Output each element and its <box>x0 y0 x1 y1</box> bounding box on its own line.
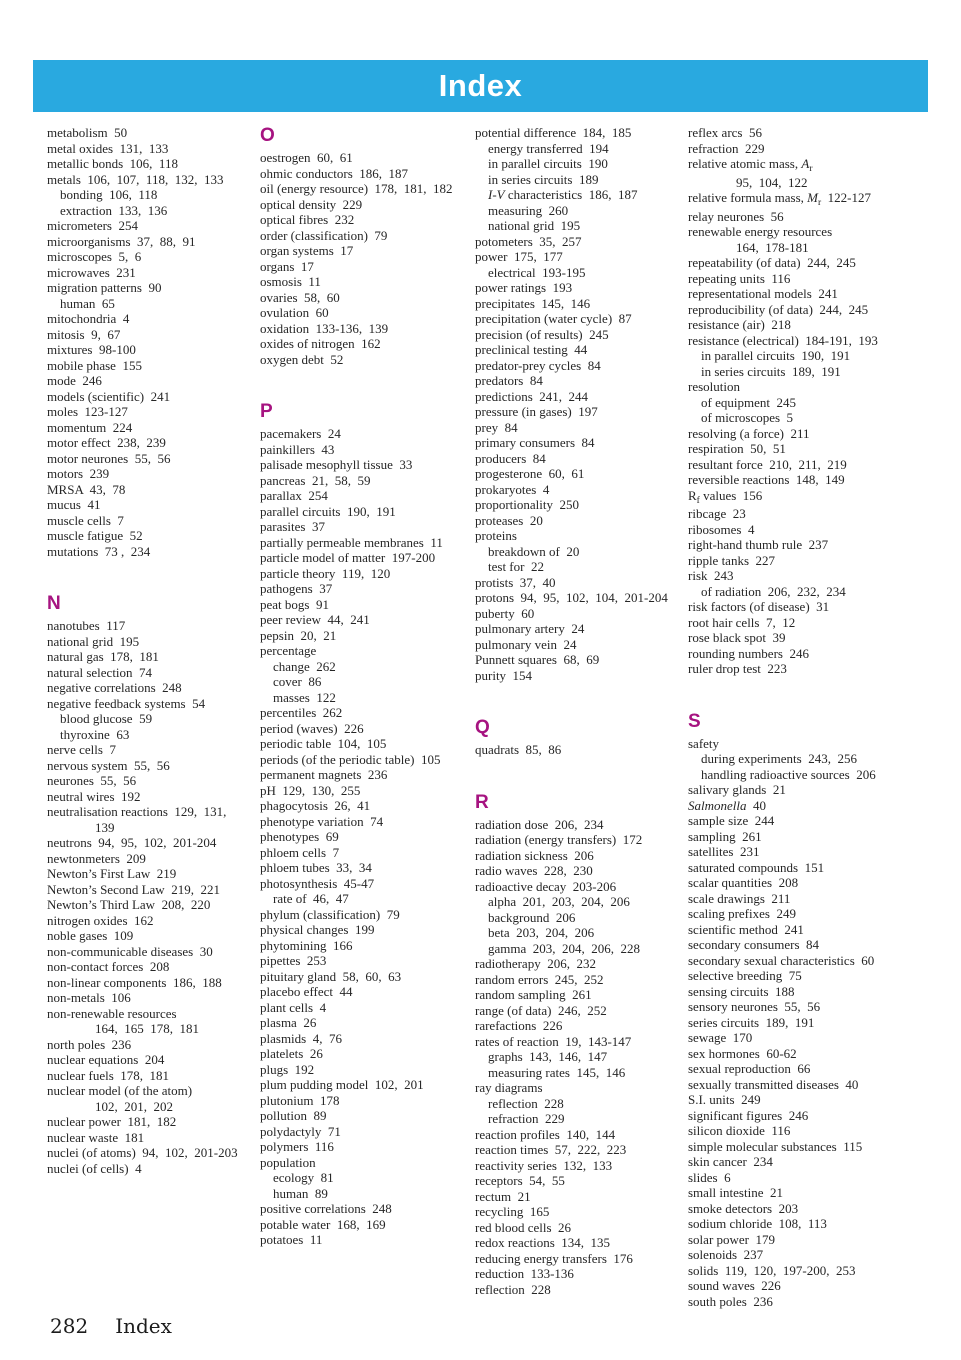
index-entry: non-contact forces 208 <box>47 959 170 974</box>
index-entry: metal oxides 131, 133 <box>47 140 169 156</box>
index-entry: alpha 201, 203, 204, 206 <box>488 894 630 909</box>
index-entry: nerve cells 7 <box>47 742 116 757</box>
index-entry: palisade mesophyll tissue 33 <box>260 457 413 472</box>
index-entry: Salmonella 40 <box>688 797 766 813</box>
index-entry: sex hormones 60-62 <box>688 1045 797 1061</box>
index-entry: protists 37, 40 <box>475 574 556 590</box>
index-entry: small intestine 21 <box>688 1185 783 1200</box>
index-entry: of equipment 245 <box>701 394 796 410</box>
index-entry: non-renewable resources <box>47 1005 177 1021</box>
index-entry: $R_f$ values 156 <box>688 487 763 506</box>
index-entry: sodium chloride 108, 113 <box>688 1216 827 1231</box>
index-entry: organ systems 17 <box>260 243 354 258</box>
index-entry: oxides of nitrogen 162 <box>260 336 381 351</box>
index-entry: radiation sickness 206 <box>475 847 594 863</box>
index-entry: masses 122 <box>273 689 336 705</box>
index-entry: secondary sexual characteristics 60 <box>688 952 875 968</box>
index-entry: 139 <box>95 819 115 835</box>
index-entry: plum pudding model 102, 201 <box>260 1077 424 1092</box>
index-entry: potatoes 11 <box>260 1232 323 1247</box>
index-entry: newtonmeters 209 <box>47 850 146 866</box>
index-entry: blood glucose 59 <box>60 711 153 726</box>
index-entry: partially permeable membranes 11 <box>260 534 443 550</box>
index-entry: proteins <box>475 528 517 543</box>
index-entry: optical density 229 <box>260 196 363 212</box>
index-entry: pituitary gland 58, 60, 63 <box>260 968 402 984</box>
letter-heading: R <box>475 791 489 813</box>
index-entry: phagocytosis 26, 41 <box>260 798 371 813</box>
index-entry: cover 86 <box>273 674 322 689</box>
footer-page-number: 282 <box>50 1314 89 1338</box>
index-entry: nuclear fuels 178, 181 <box>47 1067 170 1083</box>
index-entry: reflex arcs 56 <box>688 125 762 140</box>
index-entry: potential difference 184, 185 <box>475 125 632 140</box>
index-entry: ripple tanks 227 <box>688 552 776 568</box>
index-entry: parallax 254 <box>260 488 328 503</box>
index-entry: relay neurones 56 <box>688 208 784 224</box>
index-entry: phloem cells 7 <box>260 844 340 860</box>
index-entry: significant figures 246 <box>688 1107 809 1123</box>
index-entry: range (of data) 246, 252 <box>475 1002 607 1018</box>
index-entry: primary consumers 84 <box>475 435 595 450</box>
page-title: Index <box>438 68 523 103</box>
index-entry: negative correlations 248 <box>47 680 182 695</box>
index-entry: non-communicable diseases 30 <box>47 943 213 959</box>
index-entry: painkillers 43 <box>260 441 335 457</box>
index-entry: pacemakers 24 <box>260 426 341 441</box>
index-entry: sexually transmitted diseases 40 <box>688 1076 859 1092</box>
index-entry: satellites 231 <box>688 844 760 859</box>
index-entry: national grid 195 <box>47 633 140 649</box>
index-entry: reactivity series 132, 133 <box>475 1157 613 1173</box>
index-entry: muscle cells 7 <box>47 512 124 528</box>
index-entry: risk 243 <box>688 568 734 583</box>
index-entry: redox reactions 134, 135 <box>475 1235 611 1250</box>
index-entry: producers 84 <box>475 450 546 466</box>
index-entry: polymers 116 <box>260 1139 334 1154</box>
index-entry: purity 154 <box>475 667 533 683</box>
index-entry: plutonium 178 <box>260 1092 340 1108</box>
index-entry: nuclear power 181, 182 <box>47 1114 177 1129</box>
index-entry: mitosis 9, 67 <box>47 326 121 342</box>
index-entry: refraction 229 <box>688 140 765 156</box>
index-entry: phenotype variation 74 <box>260 813 384 829</box>
index-entry: plugs 192 <box>260 1061 315 1077</box>
index-entry: nuclear equations 204 <box>47 1052 165 1067</box>
index-entry: plasma 26 <box>260 1015 317 1030</box>
index-entry: photosynthesis 45-47 <box>260 875 375 891</box>
index-entry: platelets 26 <box>260 1046 323 1061</box>
index-entry: phytomining 166 <box>260 937 353 953</box>
index-entry: sensory neurones 55, 56 <box>688 999 821 1014</box>
index-entry: phylum (classification) 79 <box>260 906 400 922</box>
letter-heading: O <box>260 125 275 146</box>
index-entry: series circuits 189, 191 <box>688 1014 815 1030</box>
index-entry: nuclear waste 181 <box>47 1129 145 1145</box>
index-entry: measuring rates 145, 146 <box>488 1064 626 1080</box>
index-entry: momentum 224 <box>47 419 133 435</box>
letter-heading: Q <box>475 717 490 738</box>
index-entry: radio waves 228, 230 <box>475 863 593 878</box>
index-entry: test for 22 <box>488 559 544 574</box>
index-entry: ovulation 60 <box>260 305 329 320</box>
index-entry: renewable energy resources <box>688 224 833 239</box>
index-entry: radiation (energy transfers) 172 <box>475 832 643 847</box>
letter-heading: N <box>47 593 61 614</box>
index-entry: motor neurones 55, 56 <box>47 450 171 466</box>
index-entry: metals 106, 107, 118, 132, 133 <box>47 171 224 187</box>
index-entry: Punnett squares 68, 69 <box>475 652 600 667</box>
index-entry: of radiation 206, 232, 234 <box>701 583 846 599</box>
index-entry: nuclei (of cells) 4 <box>47 1160 142 1176</box>
index-entry: microwaves 231 <box>47 264 136 280</box>
index-entry: slides 6 <box>688 1169 731 1185</box>
index-entry: non-metals 106 <box>47 990 131 1005</box>
index-entry: prey 84 <box>475 419 518 435</box>
index-entry: solar power 179 <box>688 1231 776 1247</box>
index-entry: natural gas 178, 181 <box>47 649 159 664</box>
index-entry: rates of reaction 19, 143-147 <box>475 1033 632 1049</box>
index-entry: 95, 104, 122 <box>736 174 808 190</box>
index-entry: change 262 <box>273 658 336 674</box>
letter-heading: P <box>260 401 273 422</box>
index-entry: prokaryotes 4 <box>475 481 550 497</box>
index-entry: ovaries 58, 60 <box>260 289 340 305</box>
index-entry: scaling prefixes 249 <box>688 906 796 921</box>
index-entry: scalar quantities 208 <box>688 875 799 890</box>
index-entry: plasmids 4, 76 <box>260 1030 342 1046</box>
index-entry: placebo effect 44 <box>260 984 353 999</box>
index-entry: energy transferred 194 <box>488 140 609 156</box>
index-entry: radiation dose 206, 234 <box>475 816 604 832</box>
index-entry: moles 123-127 <box>47 404 128 419</box>
index-entry: nuclear model (of the atom) <box>47 1083 193 1098</box>
index-entry: sexual reproduction 66 <box>688 1061 811 1076</box>
index-entry: red blood cells 26 <box>475 1219 572 1235</box>
index-entry: precipitation (water cycle) 87 <box>475 311 632 326</box>
index-entry: physical changes 199 <box>260 922 375 937</box>
index-entry: population <box>260 1154 316 1170</box>
index-entry: sensing circuits 188 <box>688 983 795 999</box>
index-entry: repeating units 116 <box>688 270 791 286</box>
index-entry: in parallel circuits 190 <box>488 156 608 171</box>
index-entry: extraction 133, 136 <box>60 202 168 218</box>
index-entry: nuclei (of atoms) 94, 102, 201-203 <box>47 1145 238 1160</box>
index-entry: reaction times 57, 222, 223 <box>475 1142 627 1157</box>
index-entry: muscle fatigue 52 <box>47 528 143 543</box>
index-entry: predictions 241, 244 <box>475 388 589 404</box>
index-entry: sample size 244 <box>688 813 775 828</box>
index-entry: pepsin 20, 21 <box>260 627 337 643</box>
index-entry: nervous system 55, 56 <box>47 757 170 773</box>
index-entry: permanent magnets 236 <box>260 767 388 782</box>
index-entry: reaction profiles 140, 144 <box>475 1126 616 1142</box>
index-entry: power 175, 177 <box>475 249 563 264</box>
index-entry: non-linear components 186, 188 <box>47 974 222 990</box>
index-entry: background 206 <box>488 909 576 925</box>
index-entry: rose black spot 39 <box>688 630 786 645</box>
index-entry: MRSA 43, 78 <box>47 481 126 497</box>
index-entry: pulmonary vein 24 <box>475 636 577 652</box>
index-entry: measuring 260 <box>488 202 569 218</box>
index-entry: proteases 20 <box>475 512 543 528</box>
index-entry: receptors 54, 55 <box>475 1173 565 1188</box>
index-entry: resistance (electrical) 184-191, 193 <box>688 332 878 348</box>
index-entry: during experiments 243, 256 <box>701 751 857 766</box>
index-entry: reproducibility (of data) 244, 245 <box>688 301 869 317</box>
index-entry: simple molecular substances 115 <box>688 1138 863 1154</box>
index-entry: pathogens 37 <box>260 581 333 596</box>
index-column-2 <box>260 125 473 1248</box>
index-entry: pH 129, 130, 255 <box>260 782 361 798</box>
index-entry: motor effect 238, 239 <box>47 435 166 450</box>
index-entry: radiotherapy 206, 232 <box>475 956 596 971</box>
index-entry: natural selection 74 <box>47 664 153 680</box>
index-entry: scientific method 241 <box>688 921 804 937</box>
index-entry: motors 239 <box>47 466 110 481</box>
index-entry: power ratings 193 <box>475 280 573 295</box>
index-entry: ecology 81 <box>273 1170 334 1185</box>
index-entry: percentage <box>260 643 317 658</box>
index-entry: microscopes 5, 6 <box>47 249 142 264</box>
index-entry: neurones 55, 56 <box>47 773 137 788</box>
index-entry: phenotypes 69 <box>260 829 339 844</box>
index-entry: negative feedback systems 54 <box>47 695 206 711</box>
index-entry: human 65 <box>60 295 115 311</box>
index-entry: in series circuits 189 <box>488 171 599 187</box>
index-entry: relative formula mass, $M_r$ 122-127 <box>688 190 871 208</box>
index-entry: migration patterns 90 <box>47 280 162 295</box>
index-entry: phloem tubes 33, 34 <box>260 860 372 875</box>
index-entry: ohmic conductors 186, 187 <box>260 165 409 181</box>
index-entry: oxygen debt 52 <box>260 351 344 367</box>
index-entry: random sampling 261 <box>475 987 592 1002</box>
index-entry: 102, 201, 202 <box>95 1098 173 1114</box>
index-entry: right-hand thumb rule 237 <box>688 537 829 552</box>
index-column-1 <box>47 125 260 1176</box>
index-entry: human 89 <box>273 1185 328 1201</box>
index-entry: reflection 228 <box>475 1281 551 1297</box>
index-entry: positive correlations 248 <box>260 1201 392 1216</box>
index-entry: Newton’s Third Law 208, 220 <box>47 897 211 912</box>
index-entry: reversible reactions 148, 149 <box>688 472 845 487</box>
index-entry: safety <box>688 735 720 751</box>
index-entry: mitochondria 4 <box>47 311 130 326</box>
index-entry: thyroxine 63 <box>60 726 130 742</box>
index-entry: rounding numbers 246 <box>688 645 809 661</box>
index-entry: progesterone 60, 61 <box>475 466 585 481</box>
index-entry: repeatability (of data) 244, 245 <box>688 255 856 270</box>
index-entry: pulmonary artery 24 <box>475 621 585 636</box>
index-entry: resultant force 210, 211, 219 <box>688 456 847 472</box>
index-entry: reducing energy transfers 176 <box>475 1250 633 1266</box>
index-entry: breakdown of 20 <box>488 543 580 559</box>
index-entry: organs 17 <box>260 258 314 274</box>
index-entry: Newton’s First Law 219 <box>47 866 177 881</box>
index-entry: ribcage 23 <box>688 506 746 521</box>
index-entry: ray diagrams <box>475 1080 543 1095</box>
index-entry: metabolism 50 <box>47 125 128 140</box>
index-entry: gamma 203, 204, 206, 228 <box>488 940 641 956</box>
index-entry: pancreas 21, 58, 59 <box>260 472 371 488</box>
index-entry: selective breeding 75 <box>688 968 802 983</box>
index-entry: peer review 44, 241 <box>260 612 370 627</box>
letter-heading: S <box>688 710 701 732</box>
index-entry: pipettes 253 <box>260 953 327 968</box>
index-entry: potometers 35, 257 <box>475 233 582 249</box>
index-entry: recycling 165 <box>475 1204 550 1219</box>
index-entry: beta 203, 204, 206 <box>488 925 595 940</box>
index-entry: pressure (in gases) 197 <box>475 404 598 419</box>
index-entry: puberty 60 <box>475 605 535 621</box>
index-entry: rate of 46, 47 <box>273 891 349 906</box>
index-entry: order (classification) 79 <box>260 227 388 243</box>
index-entry: scale drawings 211 <box>688 890 791 906</box>
index-entry: respiration 50, 51 <box>688 441 786 456</box>
index-entry: periods (of the periodic table) 105 <box>260 751 441 767</box>
index-entry: oil (energy resource) 178, 181, 182 <box>260 181 453 196</box>
index-entry: percentiles 262 <box>260 705 343 720</box>
index-entry: neutrons 94, 95, 102, 201-204 <box>47 835 217 850</box>
footer-section-label: Index <box>115 1314 172 1338</box>
index-entry: of microscopes 5 <box>701 410 794 425</box>
index-entry: mucus 41 <box>47 497 101 512</box>
index-entry: resolving (a force) 211 <box>688 425 810 441</box>
index-entry: resolution <box>688 379 740 394</box>
index-entry: preclinical testing 44 <box>475 342 588 357</box>
index-entry: precision (of results) 245 <box>475 326 609 342</box>
index-entry: polydactyly 71 <box>260 1123 341 1139</box>
index-entry: I-V characteristics 186, 187 <box>488 187 638 202</box>
index-entry: noble gases 109 <box>47 928 134 943</box>
index-entry: in parallel circuits 190, 191 <box>701 348 851 363</box>
index-entry: skin cancer 234 <box>688 1154 773 1169</box>
index-column-3 <box>475 125 688 1297</box>
index-entry: smoke detectors 203 <box>688 1200 799 1216</box>
index-entry: proportionality 250 <box>475 497 579 512</box>
index-entry: mode 246 <box>47 373 102 388</box>
index-entry: mutations 73 , 234 <box>47 543 151 559</box>
index-entry: silicon dioxide 116 <box>688 1123 791 1138</box>
index-entry: ruler drop test 223 <box>688 661 787 676</box>
index-entry: electrical 193-195 <box>488 264 586 280</box>
index-entry: microorganisms 37, 88, 91 <box>47 233 196 249</box>
index-entry: representational models 241 <box>688 286 838 301</box>
index-entry: rectum 21 <box>475 1188 531 1204</box>
index-entry: osmosis 11 <box>260 274 321 289</box>
index-entry: Newton’s Second Law 219, 221 <box>47 881 220 897</box>
index-entry: particle theory 119, 120 <box>260 565 391 581</box>
index-entry: precipitates 145, 146 <box>475 295 591 311</box>
index-entry: neutralisation reactions 129, 131, <box>47 804 227 819</box>
index-entry: sampling 261 <box>688 828 762 844</box>
index-entry: radioactive decay 203-206 <box>475 878 617 894</box>
index-entry: north poles 236 <box>47 1036 132 1052</box>
index-entry: neutral wires 192 <box>47 788 141 804</box>
index-entry: relative atomic mass, $A_r$ <box>688 156 813 174</box>
index-entry: protons 94, 95, 102, 104, 201-204 <box>475 590 668 605</box>
index-entry: resistance (air) 218 <box>688 317 791 332</box>
index-entry: mixtures 98-100 <box>47 342 136 357</box>
index-entry: handling radioactive sources 206 <box>701 766 876 782</box>
index-entry: graphs 143, 146, 147 <box>488 1049 608 1064</box>
index-entry: refraction 229 <box>488 1111 565 1126</box>
index-entry: mobile phase 155 <box>47 357 142 373</box>
index-entry: in series circuits 189, 191 <box>701 363 841 379</box>
index-entry: nanotubes 117 <box>47 618 126 633</box>
index-header-banner <box>33 60 928 112</box>
index-entry: predator-prey cycles 84 <box>475 357 601 373</box>
index-entry: reflection 228 <box>488 1095 564 1111</box>
index-entry: quadrats 85, 86 <box>475 742 562 757</box>
index-entry: optical fibres 232 <box>260 212 355 227</box>
index-entry: sound waves 226 <box>688 1278 781 1293</box>
index-entry: root hair cells 7, 12 <box>688 614 796 630</box>
index-entry: saturated compounds 151 <box>688 859 825 875</box>
index-entry: models (scientific) 241 <box>47 388 171 404</box>
index-entry: salivary glands 21 <box>688 782 786 797</box>
index-entry: micrometers 254 <box>47 218 138 233</box>
index-entry: parasites 37 <box>260 519 325 534</box>
index-entry: solenoids 237 <box>688 1247 764 1262</box>
index-entry: plant cells 4 <box>260 999 327 1015</box>
index-entry: parallel circuits 190, 191 <box>260 503 396 519</box>
index-entry: periodic table 104, 105 <box>260 736 387 751</box>
index-column-4 <box>688 125 901 1309</box>
index-entry: metallic bonds 106, 118 <box>47 156 178 171</box>
index-entry: bonding 106, 118 <box>60 187 158 202</box>
index-entry: 164, 165 178, 181 <box>95 1021 199 1036</box>
index-entry: south poles 236 <box>688 1293 773 1309</box>
index-entry: S.I. units 249 <box>688 1092 761 1107</box>
index-entry: peat bogs 91 <box>260 596 329 612</box>
index-entry: 164, 178-181 <box>736 239 809 255</box>
index-entry: solids 119, 120, 197-200, 253 <box>688 1262 856 1278</box>
index-entry: oestrogen 60, 61 <box>260 150 353 165</box>
index-entry: predators 84 <box>475 373 543 388</box>
index-entry: rarefactions 226 <box>475 1018 563 1033</box>
index-entry: risk factors (of disease) 31 <box>688 599 830 614</box>
index-entry: ribosomes 4 <box>688 521 755 537</box>
index-entry: random errors 245, 252 <box>475 971 604 987</box>
index-entry: secondary consumers 84 <box>688 937 820 952</box>
index-entry: potable water 168, 169 <box>260 1216 386 1232</box>
index-entry: sewage 170 <box>688 1030 753 1045</box>
index-entry: oxidation 133-136, 139 <box>260 320 389 336</box>
index-entry: reduction 133-136 <box>475 1266 574 1281</box>
index-entry: particle model of matter 197-200 <box>260 550 436 565</box>
index-entry: period (waves) 226 <box>260 720 364 736</box>
index-entry: nitrogen oxides 162 <box>47 912 154 928</box>
page-footer <box>50 1314 172 1338</box>
index-entry: national grid 195 <box>488 218 581 233</box>
index-entry: pollution 89 <box>260 1108 327 1123</box>
